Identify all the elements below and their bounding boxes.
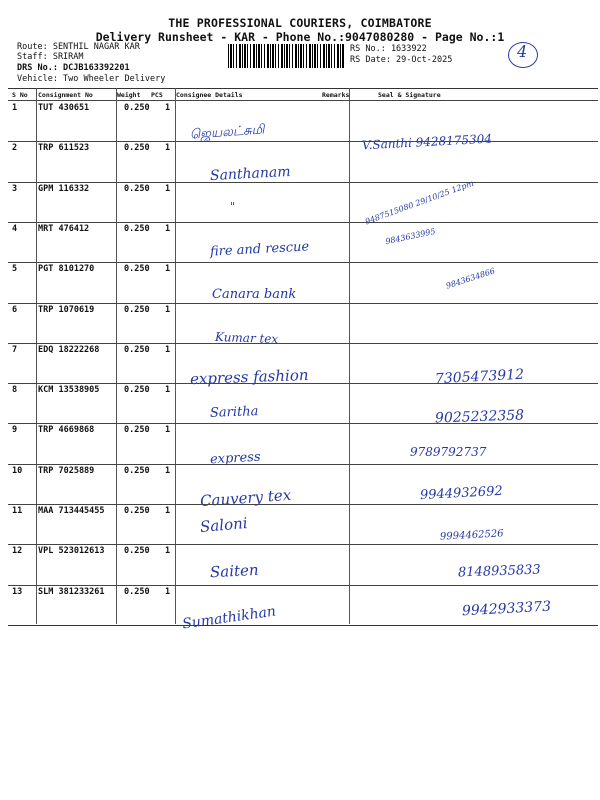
row-signature-handwritten: 9843634866 [444, 266, 497, 291]
row-consignment-no: SLM 381233261 [38, 586, 105, 597]
row-sno: 1 [12, 103, 18, 113]
row-sno: 7 [12, 344, 18, 355]
row-consignee-handwritten: Saiten [209, 561, 260, 582]
row-pcs: 1 [165, 264, 171, 275]
row-consignee-handwritten: Kumar tex [214, 329, 279, 346]
row-signature-handwritten: 7305473912 [434, 366, 525, 388]
row-weight: 0.250 [124, 223, 150, 234]
row-divider [8, 544, 598, 545]
row-consignee-handwritten: Saritha [209, 404, 259, 421]
row-divider [8, 141, 598, 142]
col-header-weight: Weight [117, 91, 141, 99]
route-label: Route: SENTHIL NAGAR KAR [17, 42, 140, 52]
header-divider [8, 100, 598, 101]
row-consignment-no: GPM 116332 [38, 183, 90, 194]
barcode [228, 44, 344, 68]
row-consignee-handwritten: Saloni [199, 513, 249, 537]
row-signature-handwritten: 9025232358 [434, 407, 525, 427]
row-consignee-handwritten: express fashion [189, 365, 309, 388]
row-weight: 0.250 [124, 304, 150, 315]
row-divider [8, 222, 598, 223]
runsheet-table [8, 88, 598, 626]
row-weight: 0.250 [124, 506, 150, 516]
row-weight: 0.250 [124, 586, 150, 597]
row-weight: 0.250 [124, 264, 150, 275]
row-consignment-no: TRP 4669868 [38, 425, 95, 436]
row-divider [8, 585, 598, 586]
row-consignee-handwritten: Santhanam [209, 164, 291, 185]
runsheet-subtitle: Delivery Runsheet - KAR - Phone No.:9047080280 - Page No.:1 [95, 30, 505, 44]
row-pcs: 1 [165, 465, 171, 476]
row-consignee-handwritten: Cauvery tex [199, 485, 292, 510]
col-header-sno: S No [12, 91, 28, 99]
row-signature-handwritten: 9843633995 [384, 226, 437, 247]
rs-number: RS No.: 1633922 [350, 44, 427, 54]
row-pcs: 1 [165, 143, 171, 154]
col-header-consignment: Consignment No [38, 91, 93, 99]
drs-label: DRS No.: DCJB163392201 [17, 63, 130, 73]
row-weight: 0.250 [124, 465, 150, 476]
row-signature-handwritten: 9994462526 [439, 528, 504, 543]
row-consignment-no: TRP 611523 [38, 143, 90, 154]
row-consignment-no: PGT 8101270 [38, 264, 95, 275]
row-consignment-no: TUT 430651 [38, 103, 90, 113]
row-sno: 13 [12, 586, 23, 597]
row-sno: 10 [12, 465, 23, 476]
row-weight: 0.250 [124, 183, 150, 194]
row-consignment-no: MRT 476412 [38, 223, 90, 234]
row-sno: 4 [12, 223, 18, 234]
row-weight: 0.250 [124, 385, 150, 396]
row-divider [8, 303, 598, 304]
row-sno: 2 [12, 143, 18, 154]
row-consignee-handwritten: fire and rescue [209, 239, 310, 260]
row-signature-handwritten: 8148935833 [457, 562, 541, 581]
row-weight: 0.250 [124, 425, 150, 436]
row-consignee-handwritten: " [230, 199, 236, 213]
row-divider [8, 464, 598, 465]
row-signature-handwritten: V.Santhi 9428175304 [361, 131, 493, 153]
row-pcs: 1 [165, 103, 171, 113]
row-pcs: 1 [165, 344, 171, 355]
row-signature-handwritten: 9487515080 29/10/25 12pm [363, 178, 475, 226]
row-sno: 8 [12, 385, 18, 396]
row-consignee-handwritten: Canara bank [212, 287, 297, 303]
rs-date: RS Date: 29-Oct-2025 [350, 55, 453, 65]
row-divider [8, 343, 598, 344]
row-consignment-no: MAA 713445455 [38, 506, 105, 516]
row-consignee-handwritten: Sumathikhan [181, 603, 277, 633]
row-consignment-no: TRP 7025889 [38, 465, 95, 476]
row-consignment-no: KCM 13538905 [38, 385, 100, 396]
row-pcs: 1 [165, 586, 171, 597]
row-weight: 0.250 [124, 344, 150, 355]
row-pcs: 1 [165, 546, 171, 557]
row-pcs: 1 [165, 223, 171, 234]
row-weight: 0.250 [124, 143, 150, 154]
row-weight: 0.250 [124, 103, 150, 113]
vehicle-label: Vehicle: Two Wheeler Delivery [17, 74, 166, 84]
row-divider [8, 182, 598, 183]
row-sno: 12 [12, 546, 23, 557]
row-sno: 9 [12, 425, 18, 436]
row-signature-handwritten: 9942933373 [461, 598, 552, 619]
row-sno: 11 [12, 506, 23, 516]
row-consignee-handwritten: ஜெயலட்சுமி [189, 122, 265, 143]
row-consignment-no: EDQ 18222268 [38, 344, 100, 355]
staff-label: Staff: SRIRAM [17, 52, 84, 62]
row-signature-handwritten: 9944932692 [419, 483, 504, 503]
row-divider [8, 504, 598, 505]
row-divider [8, 262, 598, 263]
row-divider [8, 383, 598, 384]
row-sno: 3 [12, 183, 18, 194]
row-weight: 0.250 [124, 546, 150, 557]
company-title: THE PROFESSIONAL COURIERS, COIMBATORE [168, 16, 432, 30]
row-sno: 5 [12, 264, 18, 275]
row-sno: 6 [12, 304, 18, 315]
row-pcs: 1 [165, 425, 171, 436]
row-consignee-handwritten: express [209, 450, 261, 468]
row-pcs: 1 [165, 385, 171, 396]
col-header-consignee: Consignee Details [176, 91, 243, 99]
row-divider [8, 423, 598, 424]
row-pcs: 1 [165, 183, 171, 194]
row-consignment-no: VPL 523012613 [38, 546, 105, 557]
row-signature-handwritten: 9789792737 [410, 445, 487, 460]
col-header-pcs: PCS [151, 91, 163, 99]
row-pcs: 1 [165, 304, 171, 315]
page-mark: 4 [517, 42, 528, 61]
col-header-seal: Seal & Signature [378, 91, 441, 99]
row-consignment-no: TRP 1070619 [38, 304, 95, 315]
col-header-remarks: Remarks [322, 91, 350, 99]
row-pcs: 1 [165, 506, 171, 516]
